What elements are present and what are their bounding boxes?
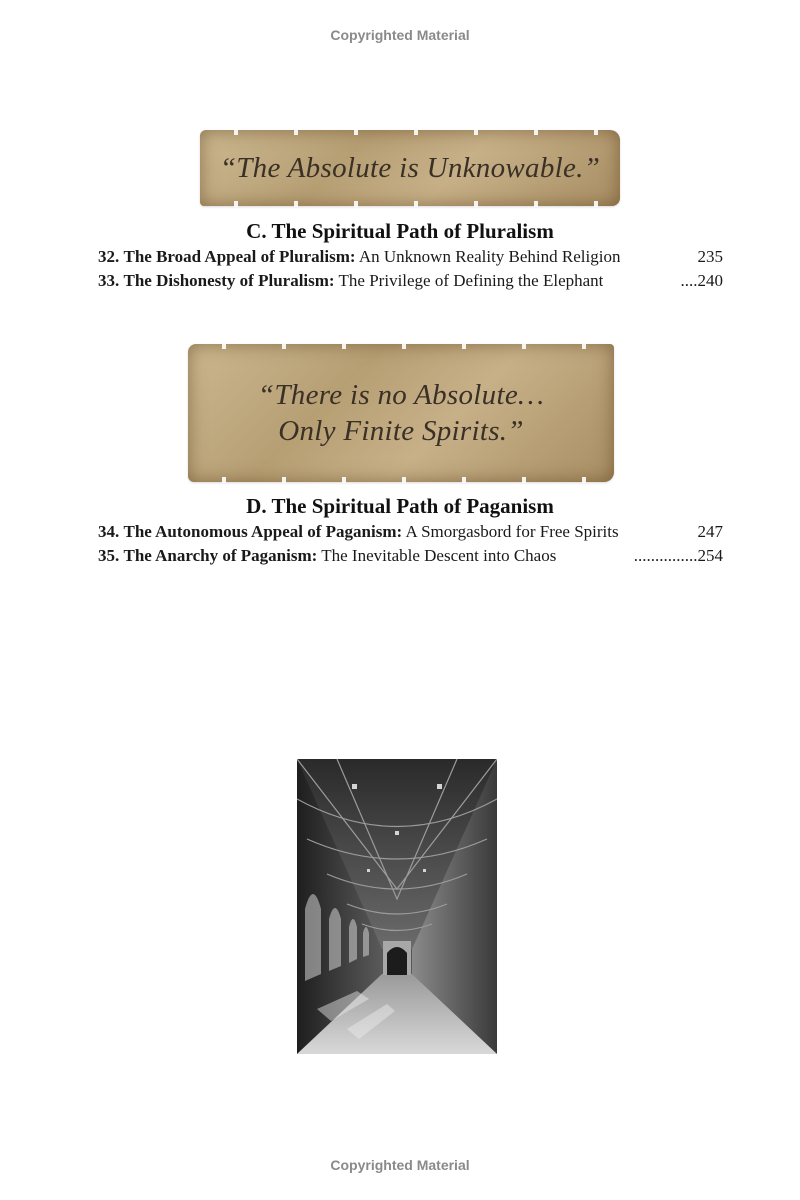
toc-page-number	[694, 521, 724, 543]
toc-subtitle: The Privilege of Defining the Elephant	[338, 271, 604, 290]
cloister-corridor-illustration	[297, 759, 497, 1054]
toc-page: 247	[697, 522, 723, 541]
copyright-watermark-top: Copyrighted Material	[330, 27, 470, 43]
toc-title: The Broad Appeal of Pluralism:	[123, 247, 356, 266]
cloister-photo	[297, 759, 497, 1054]
toc-entry-text	[98, 246, 620, 268]
toc-number: 35.	[98, 546, 120, 565]
toc-entry-34[interactable]	[98, 521, 723, 543]
toc-subtitle: A Smorgasbord for Free Spirits	[405, 522, 619, 541]
toc-leader: ...............	[633, 546, 698, 565]
quote-banner-d	[188, 344, 614, 482]
toc-page-number	[694, 246, 724, 268]
toc-title: The Anarchy of Paganism:	[123, 546, 318, 565]
toc-entry-35[interactable]	[98, 545, 723, 567]
quote-banner-c	[200, 130, 620, 206]
quote-line: “The Absolute is Unknowable.”	[219, 152, 601, 184]
toc-page: 254	[697, 546, 723, 565]
toc-number: 34.	[98, 522, 120, 541]
toc-entry-text	[98, 545, 556, 567]
quote-line-1: “There is no Absolute…	[257, 379, 545, 411]
banner-torn-edge-top	[188, 343, 614, 349]
toc-page: 240	[697, 271, 723, 290]
toc-leader: ....	[680, 271, 698, 290]
toc-title: The Dishonesty of Pluralism:	[123, 271, 335, 290]
banner-torn-edge-bottom	[188, 477, 614, 483]
section-heading-pluralism: C. The Spiritual Path of Pluralism	[246, 219, 554, 243]
toc-entry-text	[98, 521, 619, 543]
toc-page-number	[677, 270, 724, 292]
banner-torn-edge-top	[200, 129, 620, 135]
toc-number: 33.	[98, 271, 120, 290]
toc-number: 32.	[98, 247, 120, 266]
quote-line-2: Only Finite Spirits.”	[278, 415, 524, 447]
toc-title: The Autonomous Appeal of Paganism:	[123, 522, 403, 541]
toc-page-number	[630, 545, 723, 567]
toc-entry-33[interactable]	[98, 270, 723, 292]
toc-subtitle: An Unknown Reality Behind Religion	[358, 247, 621, 266]
section-heading-paganism: D. The Spiritual Path of Paganism	[246, 494, 554, 518]
copyright-watermark-bottom: Copyrighted Material	[330, 1157, 470, 1173]
banner-torn-edge-bottom	[200, 201, 620, 207]
toc-page: 235	[697, 247, 723, 266]
toc-subtitle: The Inevitable Descent into Chaos	[321, 546, 557, 565]
toc-entry-text	[98, 270, 603, 292]
toc-entry-32[interactable]	[98, 246, 723, 268]
